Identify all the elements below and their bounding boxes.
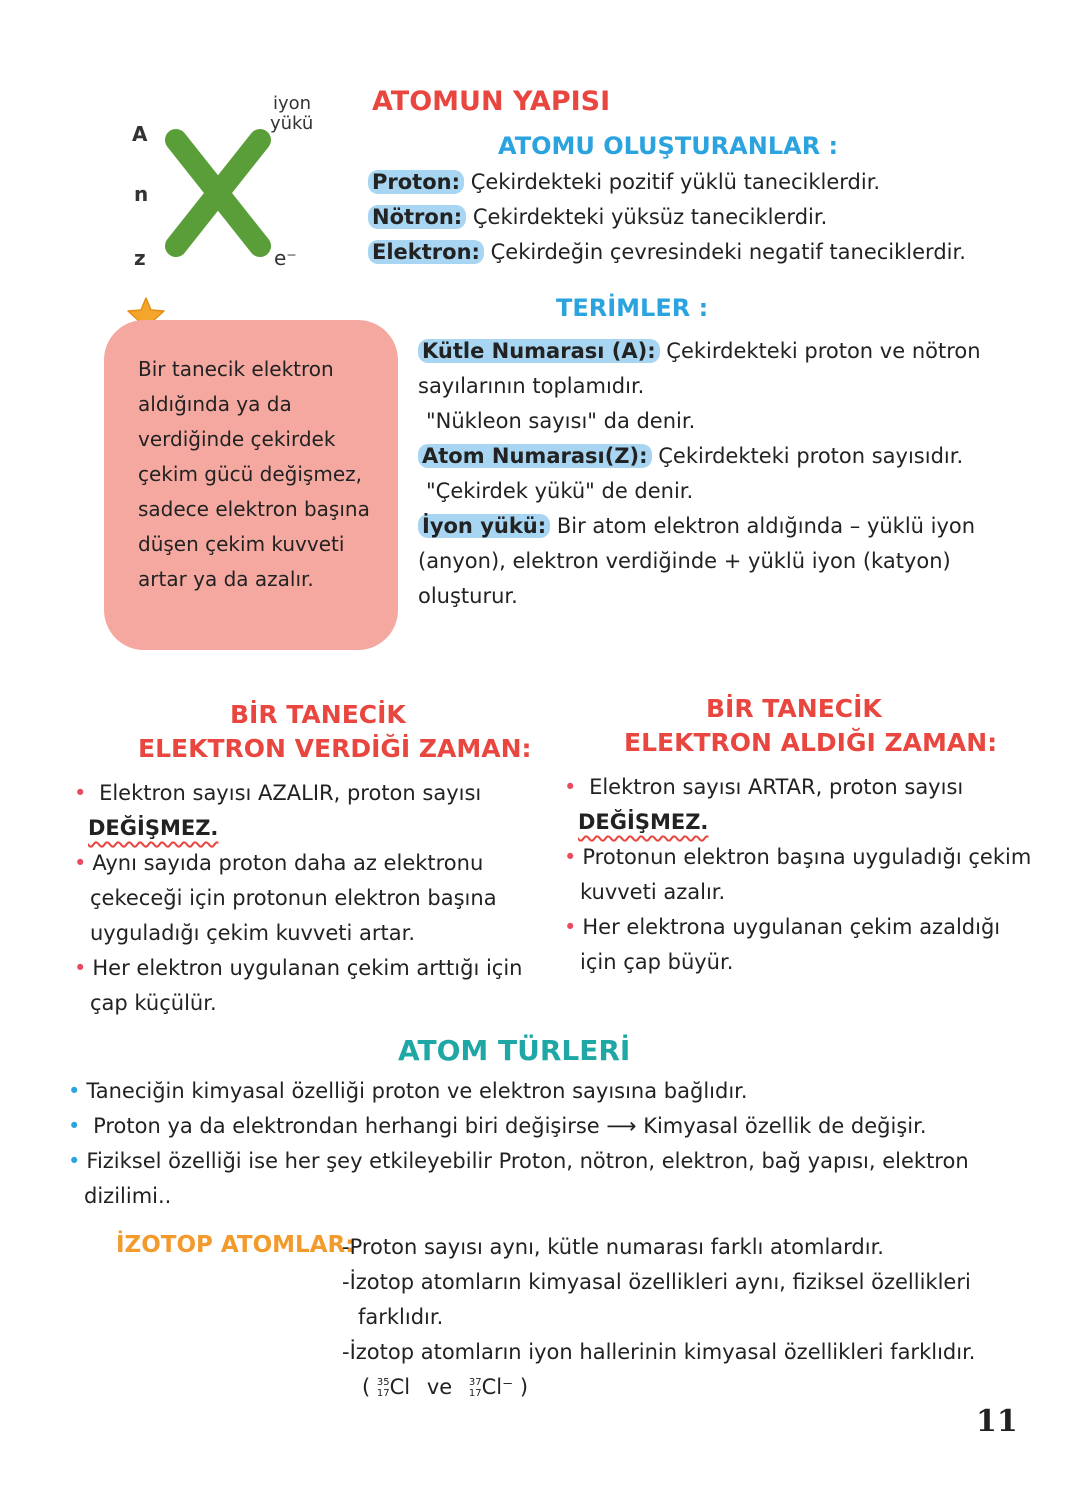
isotope-example: [342, 1370, 982, 1405]
mass-number-term: Kütle Numarası (A):: [418, 339, 660, 363]
constituents-subtitle: ATOMU OLUŞTURANLAR :: [498, 132, 839, 160]
list-item: • Protonun elektron başına uyguladığı çekim kuvveti azalır.: [564, 840, 1034, 910]
list-item: [368, 165, 1058, 200]
atomic-number-text: Çekirdekteki proton sayısıdır.: [658, 444, 964, 468]
note-box: [104, 320, 398, 650]
atomic-number-label: z: [134, 246, 146, 270]
isotope-def-1: -Proton sayısı aynı, kütle numarası farklı atomlardır.: [342, 1235, 884, 1259]
gives-b1-text: Elektron sayısı AZALIR, proton sayısı: [99, 781, 482, 805]
page-number: 11: [976, 1404, 1018, 1439]
note-text: Bir tanecik elektron aldığında ya da verdiğinde çekirdek çekim gücü değişmez, sadece elektron başına düşen çekim kuvveti artar ya da azalır.: [138, 357, 370, 591]
example-and: ve: [426, 1375, 453, 1399]
gives-b1-emph: DEĞİŞMEZ.: [88, 816, 219, 840]
atomic-number-note: "Çekirdek yükü" de denir.: [426, 479, 694, 503]
ion-charge-term: İyon yükü:: [418, 514, 550, 538]
constituents-list: [368, 165, 1058, 270]
arrow-icon: ⟶: [606, 1114, 637, 1138]
nuclide-1-z: 17: [376, 1388, 390, 1399]
nuclide-2-z: 17: [468, 1388, 482, 1399]
list-item: • Aynı sayıda proton daha az elektronu çekeceği için protonun elektron başına uyguladığı çekim kuvveti artar.: [74, 846, 564, 951]
atom-types-list: [68, 1074, 1028, 1214]
ion-charge-label-1: iyon: [273, 93, 312, 114]
electron-text: Çekirdeğin çevresindeki negatif taneciklerdir.: [490, 240, 966, 264]
isotopes-title: İZOTOP ATOMLAR:: [116, 1232, 355, 1258]
list-item: • Taneciğin kimyasal özelliği proton ve elektron sayısına bağlıdır.: [68, 1074, 1028, 1109]
atom-types-b2-b: Kimyasal özellik de değişir.: [643, 1114, 927, 1138]
neutron-label: n: [134, 182, 149, 206]
nuclide-1-mass: 35: [376, 1377, 390, 1388]
atomic-number-term: Atom Numarası(Z):: [418, 444, 652, 468]
nuclide-2-numbers: [469, 1377, 482, 1399]
list-item: [564, 770, 1034, 840]
nuclide-symbol-diagram: [120, 90, 340, 280]
nuclide-1-numbers: [377, 1377, 390, 1399]
list-item: • Her elektrona uygulanan çekim azaldığı için çap büyür.: [564, 910, 1034, 980]
mass-number-text: Çekirdekteki proton ve nötron sayılarının toplamıdır.: [418, 339, 981, 398]
list-item: • Her elektron uygulanan çekim arttığı için çap küçülür.: [74, 951, 564, 1021]
list-item: [74, 776, 564, 846]
nuclide-1-symbol: Cl: [389, 1375, 411, 1399]
terms-title: TERİMLER :: [556, 294, 709, 322]
neutron-term: Nötron:: [368, 205, 466, 229]
ion-charge-definition: [418, 509, 1038, 614]
gives-title-1: BİR TANECİK: [230, 700, 406, 729]
example-open: (: [362, 1375, 371, 1399]
isotope-def-3: -İzotop atomların iyon hallerinin kimyasal özellikleri farklıdır.: [342, 1340, 976, 1364]
list-item: [368, 200, 1058, 235]
ion-charge-label-2: yükü: [270, 113, 314, 134]
atom-types-b2-a: Proton ya da elektrondan herhangi biri değişirse: [93, 1114, 600, 1138]
nuclide-2-mass: 37: [468, 1377, 482, 1388]
mass-number-label: A: [132, 122, 148, 146]
x-symbol-icon: [162, 128, 274, 258]
proton-text: Çekirdekteki pozitif yüklü taneciklerdir.: [470, 170, 881, 194]
takes-b1-text: Elektron sayısı ARTAR, proton sayısı: [589, 775, 964, 799]
nuclide-2-symbol: Cl⁻: [481, 1375, 514, 1399]
electron-label: e⁻: [274, 246, 297, 270]
neutron-text: Çekirdekteki yüksüz taneciklerdir.: [472, 205, 828, 229]
terms-block: [418, 334, 1038, 614]
takes-list: [564, 770, 1034, 980]
electron-term: Elektron:: [368, 240, 484, 264]
gives-list: [74, 776, 564, 1021]
list-item: • Fiziksel özelliği ise her şey etkileyebilir Proton, nötron, elektron, bağ yapısı, elektron dizilimi..: [68, 1144, 1028, 1214]
mass-number-note: "Nükleon sayısı" da denir.: [426, 409, 696, 433]
atom-types-title: ATOM TÜRLERİ: [398, 1034, 631, 1067]
isotopes-block: [342, 1230, 982, 1405]
list-item: [368, 235, 1058, 270]
gives-title-2: ELEKTRON VERDİĞİ ZAMAN:: [138, 734, 532, 763]
atom-structure-title: ATOMUN YAPISI: [372, 86, 611, 117]
takes-b1-emph: DEĞİŞMEZ.: [578, 810, 709, 834]
example-close: ): [519, 1375, 529, 1399]
takes-title-1: BİR TANECİK: [706, 694, 882, 723]
atomic-number-definition: [418, 439, 1038, 474]
proton-term: Proton:: [368, 170, 464, 194]
mass-number-definition: [418, 334, 1038, 404]
takes-title-2: ELEKTRON ALDIĞI ZAMAN:: [624, 728, 998, 757]
isotope-def-2: -İzotop atomların kimyasal özellikleri aynı, fiziksel özellikleri farklıdır.: [342, 1270, 971, 1329]
ion-charge-text: Bir atom elektron aldığında – yüklü iyon (anyon), elektron verdiğinde + yüklü iyon (katyon) oluşturur.: [418, 514, 976, 608]
list-item: [68, 1109, 1028, 1144]
